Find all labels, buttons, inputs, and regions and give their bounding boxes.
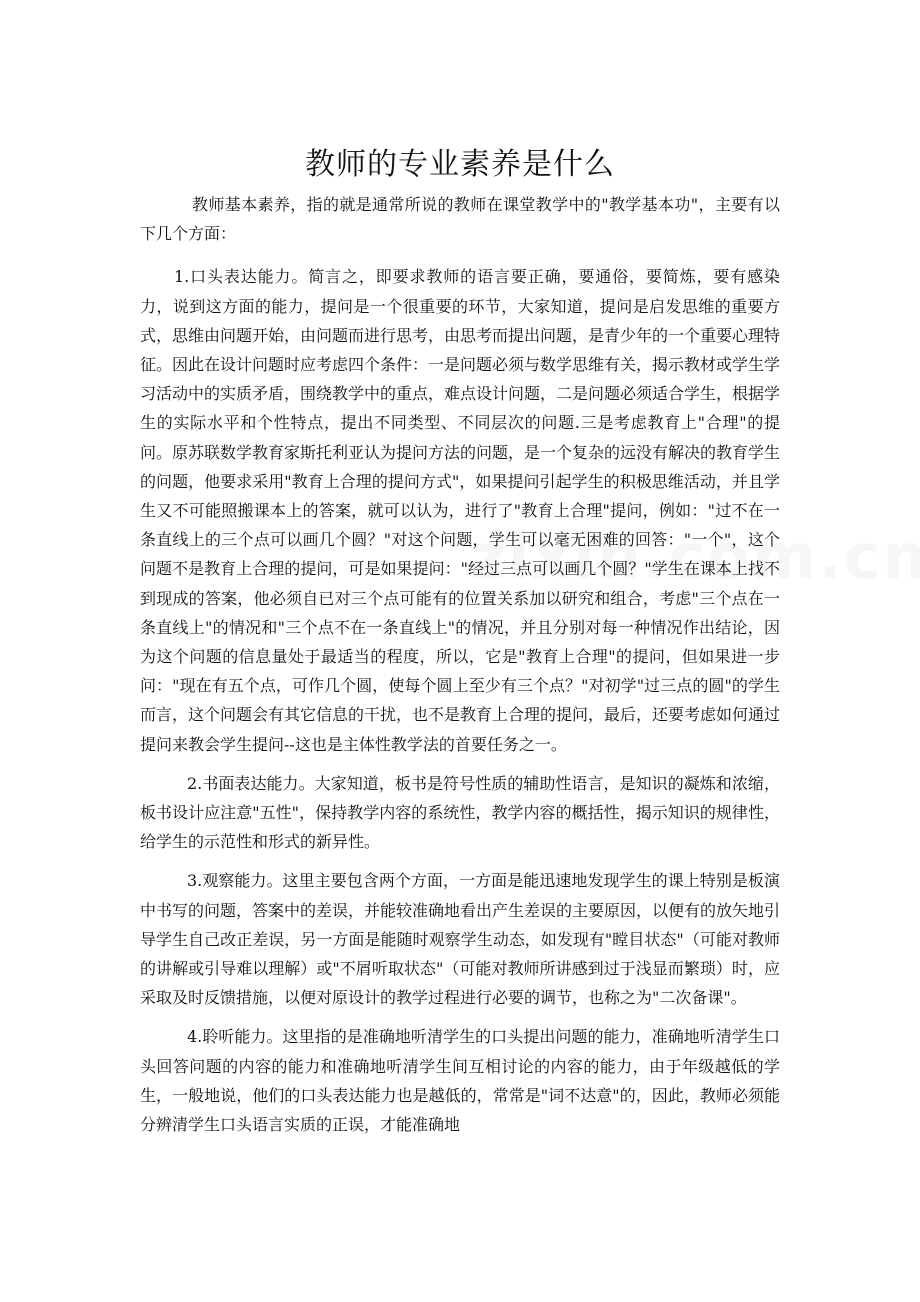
paragraph-oral-expression: 1.口头表达能力。简言之，即要求教师的语言要正确，要通俗，要简炼，要有感染力，说到这方面的能力，提问是一个很重要的环节，大家知道，提问是启发思维的重要方式，思维由问题开始，由问题而进行思考，由思考而提出问题，是青少年的一个重要心理特征。因此在设计问题时应考虑四个条件：一是问题必须与数学思维有关，揭示教材或学生学习活动中的实质矛盾，围绕教学中的重点，难点设计问题，二是问题必须适合学生，根据学生的实际水平和个性特点，提出不同类型、不同层次的问题.三是考虑教育上"合理"的提问。原苏联数学教育家斯托利亚认为提问方法的问题，是一个复杂的远没有解决的教育学生的问题，他要求采用"教育上合理的提问方式"，如果提问引起学生的积极思维活动，并且学生又不可能照搬课本上的答案，就可以认为，进行了"教育上合理"提问，例如："过不在一条直线上的三个点可以画几个圆？"对这个问题，学生可以毫无困难的回答："一个"，这个问题不是教育上合理的提问，可是如果提问："经过三点可以画几个圆？"学生在课本上找不到现成的答案，他必须自已对三个点可能有的位置关系加以研究和组合，考虑"三个点在一条直线上"的情况和"三个点不在一条直线上"的情况，并且分别对每一种情况作出结论，因为这个问题的信息量处于最适当的程度，所以，它是"教育上合理"的提问，但如果进一步问："现在有五个点，可作几个圆，使每个圆上至少有三个点？"对初学"过三点的圆"的学生而言，这个问题会有其它信息的干扰，也不是教育上合理的提问，最后，还要考虑如何通过提问来教会学生提问--这也是主体性教学法的首要任务之一。 xyxy=(140,267,781,754)
paragraph-written-expression: 2.书面表达能力。大家知道，板书是符号性质的辅助性语言，是知识的凝炼和浓缩，板书设计应注意"五性"，保持教学内容的系统性，教学内容的概括性，揭示知识的规律性，给学生的示范性和形式的新异性。 xyxy=(140,773,780,852)
paragraph-observation: 3.观察能力。这里主要包含两个方面，一方面是能迅速地发现学生的课上特别是板演中书写的问题，答案中的差误，并能较准确地看出产生差误的主要原因，以便有的放矢地引导学生自己改正差误，另一方面是能随时观察学生动态，如发现有"瞠目状态"（可能对教师的讲解或引导难以理解）或"不屑听取状态"（可能对教师所讲感到过于浅显而繁琐）时，应采取及时反馈措施，以便对原设计的教学过程进行必要的调节，也称之为"二次备课"。 xyxy=(140,871,781,1008)
document-body xyxy=(140,190,780,1139)
paragraph-listening: 4.聆听能力。这里指的是准确地听清学生的口头提出问题的能力，准确地听清学生口头回答问题的内容的能力和准确地听清学生间互相讨论的内容的能力，由于年级越低的学生，一般地说，他们的口头表达能力也是越低的，常常是"词不达意"的，因此，教师必须能分辨清学生口头语言实质的正误，才能准确地 xyxy=(140,1027,780,1135)
intro-paragraph: 教师基本素养，指的就是通常所说的教师在课堂教学中的"教学基本功"，主要有以下几个方面： xyxy=(140,195,780,244)
document-title: 教师的专业素养是什么 xyxy=(305,147,615,182)
